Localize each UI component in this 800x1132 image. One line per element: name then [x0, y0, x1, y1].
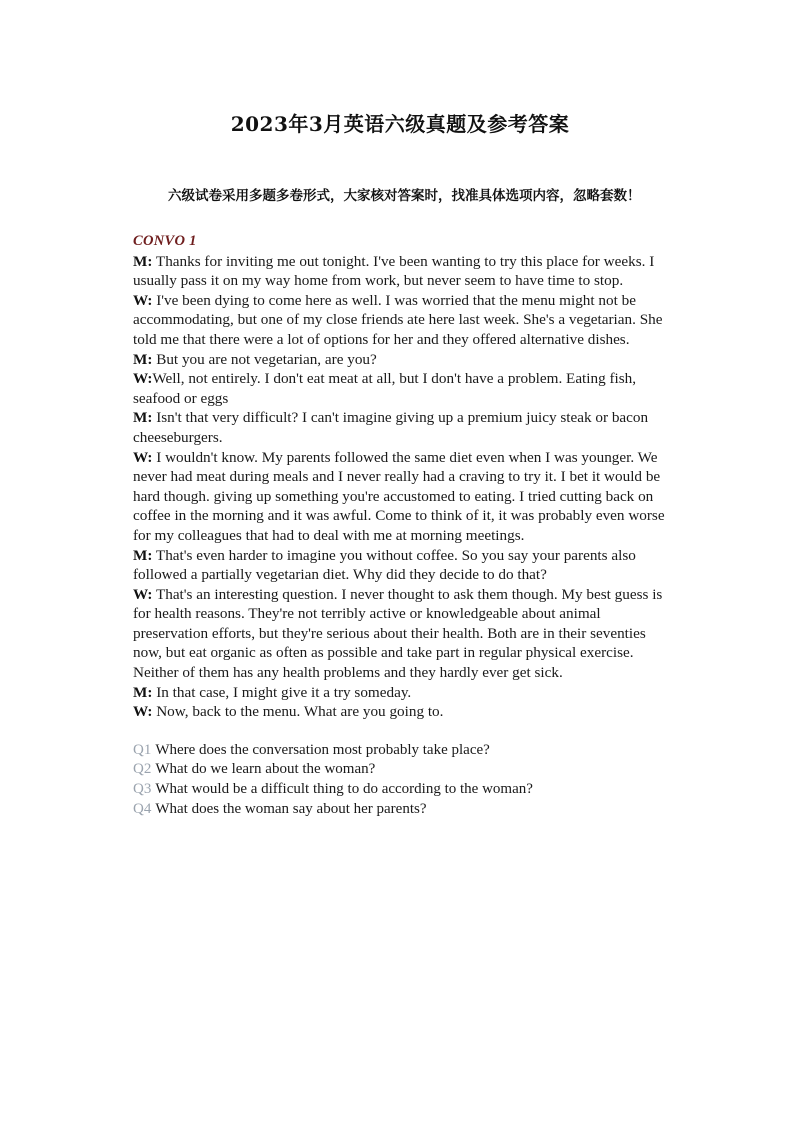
question-item	[133, 760, 673, 780]
question-item	[133, 800, 673, 820]
question-number: Q2	[133, 761, 152, 778]
question-item	[133, 741, 673, 761]
turn-text: In that case, I might give it a try someday.	[152, 683, 412, 701]
speaker-label: W:	[133, 370, 153, 388]
turn-text: Isn't that very difficult? I can't imagine giving up a premium juicy steak or bacon cheeseburgers.	[133, 409, 649, 446]
speaker-label: M:	[133, 546, 153, 564]
turn-text: I've been dying to come here as well. I was worried that the menu might not be accommodating, but one of my close friends ate here last week. She's a vegetarian. She told me that there were a lot of options for her and they offered alternative dishes.	[133, 291, 663, 348]
question-number: Q3	[133, 781, 152, 798]
question-number: Q4	[133, 800, 152, 817]
dialogue-turn	[133, 448, 673, 546]
page-title: 2023年3月英语六级真题及参考答案	[230, 112, 570, 136]
question-number: Q1	[133, 741, 152, 758]
dialogue-turn	[133, 369, 673, 408]
dialogue-turn	[133, 585, 673, 683]
speaker-label: W:	[133, 448, 153, 466]
turn-text: That's even harder to imagine you without coffee. So you say your parents also followed a partially vegetarian diet. Why did they decide to do that?	[133, 546, 636, 584]
question-text: What would be a difficult thing to do according to the woman?	[155, 781, 533, 798]
speaker-label: M:	[133, 252, 153, 270]
question-text: What do we learn about the woman?	[155, 761, 376, 778]
speaker-label: W:	[133, 291, 153, 309]
turn-text: Thanks for inviting me out tonight. I've been wanting to try this place for weeks. I usually pass it on my way home from work, but never seem to have time to stop.	[133, 252, 655, 290]
dialogue-turn	[133, 702, 673, 722]
dialogue-turn	[133, 350, 673, 370]
speaker-label: W:	[133, 585, 153, 603]
turn-text: That's an interesting question. I never thought to ask them though. My best guess is for health reasons. They're not terribly active or knowledgeable about animal preservation efforts, but they're serious about their health. Both are in their seventies now, but eat organic as often as possible and take part in regular physical exercise. Neither of them has any health problems and they hardly ever get sick.	[133, 585, 663, 682]
conversation-content	[133, 232, 673, 819]
question-list	[133, 741, 673, 819]
turn-text: Now, back to the menu. What are you going to.	[152, 703, 444, 721]
speaker-label: W:	[133, 703, 153, 721]
notice-text: 六级试卷采用多题多卷形式，大家核对答案时，找准具体选项内容，忽略套数！	[168, 188, 641, 204]
speaker-label: M:	[133, 350, 153, 368]
question-text: Where does the conversation most probably take place?	[155, 741, 490, 758]
section-heading: CONVO 1	[133, 233, 197, 249]
turn-text: I wouldn't know. My parents followed the same diet even when I was younger. We never had meat during meals and I never really had a craving to try it. I bet it would be hard though. giving up something you're accustomed to eating. I tried cutting back on coffee in the morning and it was awful. Come to think of it, it was probably even worse for my colleagues that had to deal with me at morning meetings.	[133, 448, 665, 544]
dialogue-turn	[133, 546, 673, 585]
dialogue-turn	[133, 252, 673, 291]
speaker-label: M:	[133, 409, 153, 427]
dialogue-turn	[133, 408, 673, 447]
question-text: What does the woman say about her parents?	[155, 800, 427, 817]
question-item	[133, 780, 673, 800]
turn-text: But you are not vegetarian, are you?	[152, 350, 377, 368]
speaker-label: M:	[133, 683, 153, 701]
dialogue-turn	[133, 291, 673, 350]
dialogue-turn	[133, 683, 673, 703]
dialogue	[133, 252, 673, 722]
turn-text: Well, not entirely. I don't eat meat at all, but I don't have a problem. Eating fish, seafood or eggs	[133, 370, 637, 407]
